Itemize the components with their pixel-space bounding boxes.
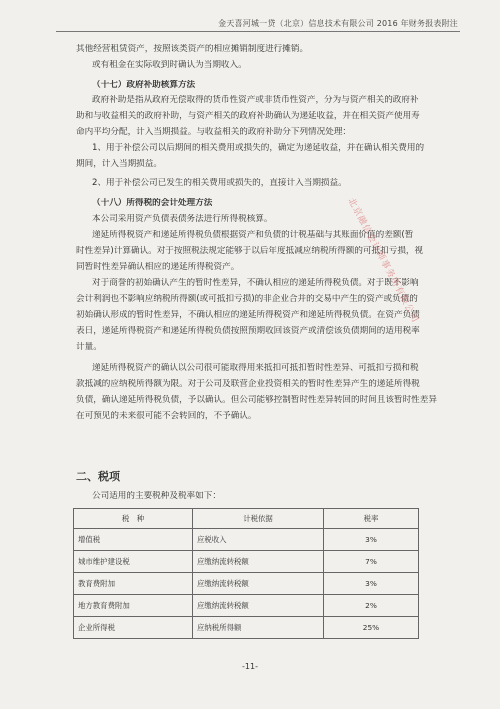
tax-basis-cell: 应缴纳流转税额 — [193, 573, 324, 595]
tax-rate-cell: 7% — [324, 551, 419, 573]
paragraph-line: 本公司采用资产负债表债务法进行所得税核算。 — [92, 214, 273, 224]
paragraph-line: 助和与收益相关的政府补助，与资产相关的政府补助确认为递延收益，并在相关资产使用寿 — [76, 111, 420, 121]
paragraph-line: 同暂时性差异确认相应的递延所得税资产。 — [76, 262, 240, 272]
table-row — [74, 573, 419, 595]
tax-basis-cell: 应纳税所得额 — [193, 617, 324, 639]
tax-rate-cell: 2% — [324, 595, 419, 617]
tax-type-cell: 教育费附加 — [74, 573, 193, 595]
paragraph-line: 计量。 — [76, 342, 102, 352]
tax-type-cell: 城市维护建设税 — [74, 551, 193, 573]
paragraph-line: 递延所得税资产的确认以公司很可能取得用来抵扣可抵扣暂时性差异、可抵扣亏损和税 — [92, 363, 419, 373]
page-header: 金天喜河城一贷（北京）信息技术有限公司 2016 年财务报表附注 — [218, 19, 458, 28]
table-row — [74, 617, 419, 639]
paragraph-line: 递延所得税资产和递延所得税负债根据资产和负债的计税基础与其账面价值的差额(暂 — [92, 230, 414, 240]
tax-rate-cell: 3% — [324, 573, 419, 595]
tax-table — [73, 508, 419, 639]
table-row — [74, 529, 419, 551]
paragraph-line: 或有租金在实际收到时确认为当期收入。 — [92, 60, 247, 70]
paragraph-line: 2、用于补偿公司已发生的相关费用或损失的，直接计入当期损益。 — [92, 178, 347, 188]
paragraph-line: 对于商誉的初始确认产生的暂时性差异，不确认相应的递延所得税负债。对于既不影响 — [92, 278, 419, 288]
paragraph-line: 期间，计入当期损益。 — [76, 159, 162, 169]
paragraph-line: 政府补助是指从政府无偿取得的货币性资产或非货币性资产，分为与资产相关的政府补 — [92, 95, 419, 105]
column-header: 税 种 — [74, 509, 193, 529]
red-seal-stamp: 北京融信会计师事务所有限公司 — [345, 196, 421, 325]
tax-type-cell: 地方教育费附加 — [74, 595, 193, 617]
page-number: -11- — [242, 662, 258, 671]
paragraph-line: 其他经营租赁资产，按照该类资产的相应摊销制度进行摊销。 — [76, 44, 309, 54]
section-title: 二、税项 — [76, 470, 120, 483]
table-header-row — [74, 509, 419, 529]
tax-type-cell: 企业所得税 — [74, 617, 193, 639]
column-header: 计税依据 — [193, 509, 324, 529]
subsection-heading: （十七）政府补助核算方法 — [92, 80, 196, 90]
header-rule — [56, 31, 460, 32]
subsection-heading: （十八）所得税的会计处理方法 — [92, 198, 213, 208]
paragraph-line: 初始确认形成的暂时性差异，不确认相应的递延所得税资产和递延所得税负债。在资产负债 — [76, 310, 420, 320]
paragraph-line: 会计利润也不影响应纳税所得额(或可抵扣亏损)的非企业合并的交易中产生的资产或负债的 — [76, 294, 418, 304]
paragraph-line: 命内平均分配，计入当期损益。与收益相关的政府补助分下列情况处理： — [76, 127, 352, 137]
paragraph-line: 时性差异)计算确认。对于按照税法规定能够于以后年度抵减应纳税所得额的可抵扣亏损，视 — [76, 246, 424, 256]
tax-rate-cell: 3% — [324, 529, 419, 551]
tax-basis-cell: 应税收入 — [193, 529, 324, 551]
tax-type-cell: 增值税 — [74, 529, 193, 551]
paragraph-line: 负债，确认递延所得税负债，予以确认。但公司能够控制暂时性差异转回的时间且该暂时性差异 — [76, 395, 437, 405]
paragraph-line: 表日，递延所得税资产和递延所得税负债按照预期收回该资产或清偿该负债期间的适用税率 — [76, 326, 420, 336]
paragraph-line: 款抵减的应纳税所得额为限。对于公司及联营企业投资相关的暂时性差异产生的递延所得税 — [76, 379, 420, 389]
table-intro: 公司适用的主要税种及税率如下： — [92, 491, 221, 501]
table-row — [74, 595, 419, 617]
tax-rate-cell: 25% — [324, 617, 419, 639]
paragraph-line: 在可预见的未来很可能不会转回的，不予确认。 — [76, 411, 257, 421]
paragraph-line: 1、用于补偿公司以后期间的相关费用或损失的，确定为递延收益，并在确认相关费用的 — [92, 143, 425, 153]
table-row — [74, 551, 419, 573]
tax-basis-cell: 应缴纳流转税额 — [193, 551, 324, 573]
column-header: 税率 — [324, 509, 419, 529]
tax-basis-cell: 应缴纳流转税额 — [193, 595, 324, 617]
